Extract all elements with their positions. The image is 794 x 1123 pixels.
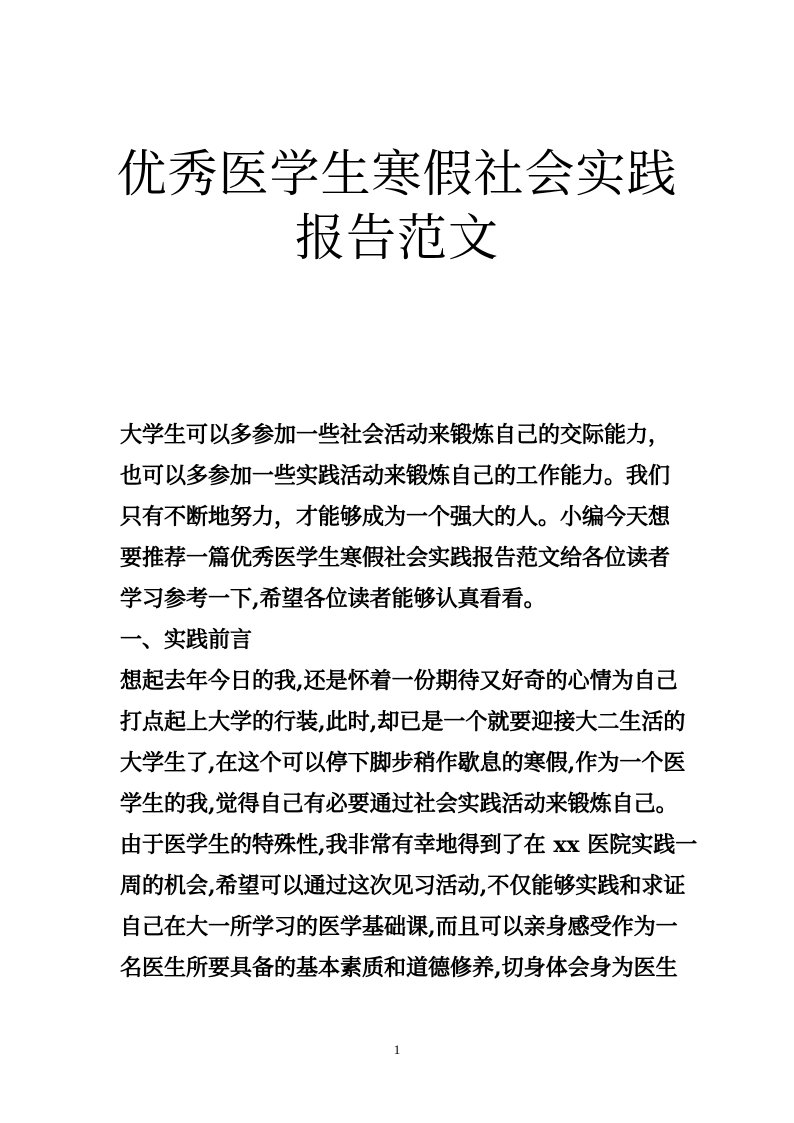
body-line: 要推荐一篇优秀医学生寒假社会实践报告范文给各位读者: [120, 545, 671, 571]
body-line: 只有不断地努力，才能够成为一个强大的人。小编今天想: [120, 504, 671, 530]
page-number: 1: [393, 1042, 401, 1057]
body-line: 大学生了,在这个可以停下脚步稍作歇息的寒假,作为一个医: [120, 750, 686, 776]
body-line: 也可以多参加一些实践活动来锻炼自己的工作能力。我们: [120, 463, 671, 489]
section-heading: 一、实践前言: [120, 627, 253, 653]
body-line: 周的机会,希望可以通过这次见习活动,不仅能够实践和求证: [120, 873, 686, 899]
body-line: 想起去年今日的我,还是怀着一份期待又好奇的心情为自己: [120, 668, 678, 694]
body-line: 学生的我,觉得自己有必要通过社会实践活动来锻炼自己。: [120, 791, 678, 817]
body-line: 打点起上大学的行装,此时,却已是一个就要迎接大二生活的: [120, 709, 686, 735]
body-line: 由于医学生的特殊性,我非常有幸地得到了在 xx 医院实践一: [120, 832, 698, 858]
document-title-line-1: 优秀医学生寒假社会实践: [116, 145, 678, 203]
document-title-line-2: 报告范文: [295, 209, 499, 267]
body-line: 大学生可以多参加一些社会活动来锻炼自己的交际能力，: [120, 422, 671, 448]
body-line: 学习参考一下,希望各位读者能够认真看看。: [120, 586, 546, 612]
body-line: 名医生所要具备的基本素质和道德修养,切身体会身为医生: [120, 955, 678, 981]
body-line: 自己在大一所学习的医学基础课,而且可以亲身感受作为一: [120, 914, 678, 940]
